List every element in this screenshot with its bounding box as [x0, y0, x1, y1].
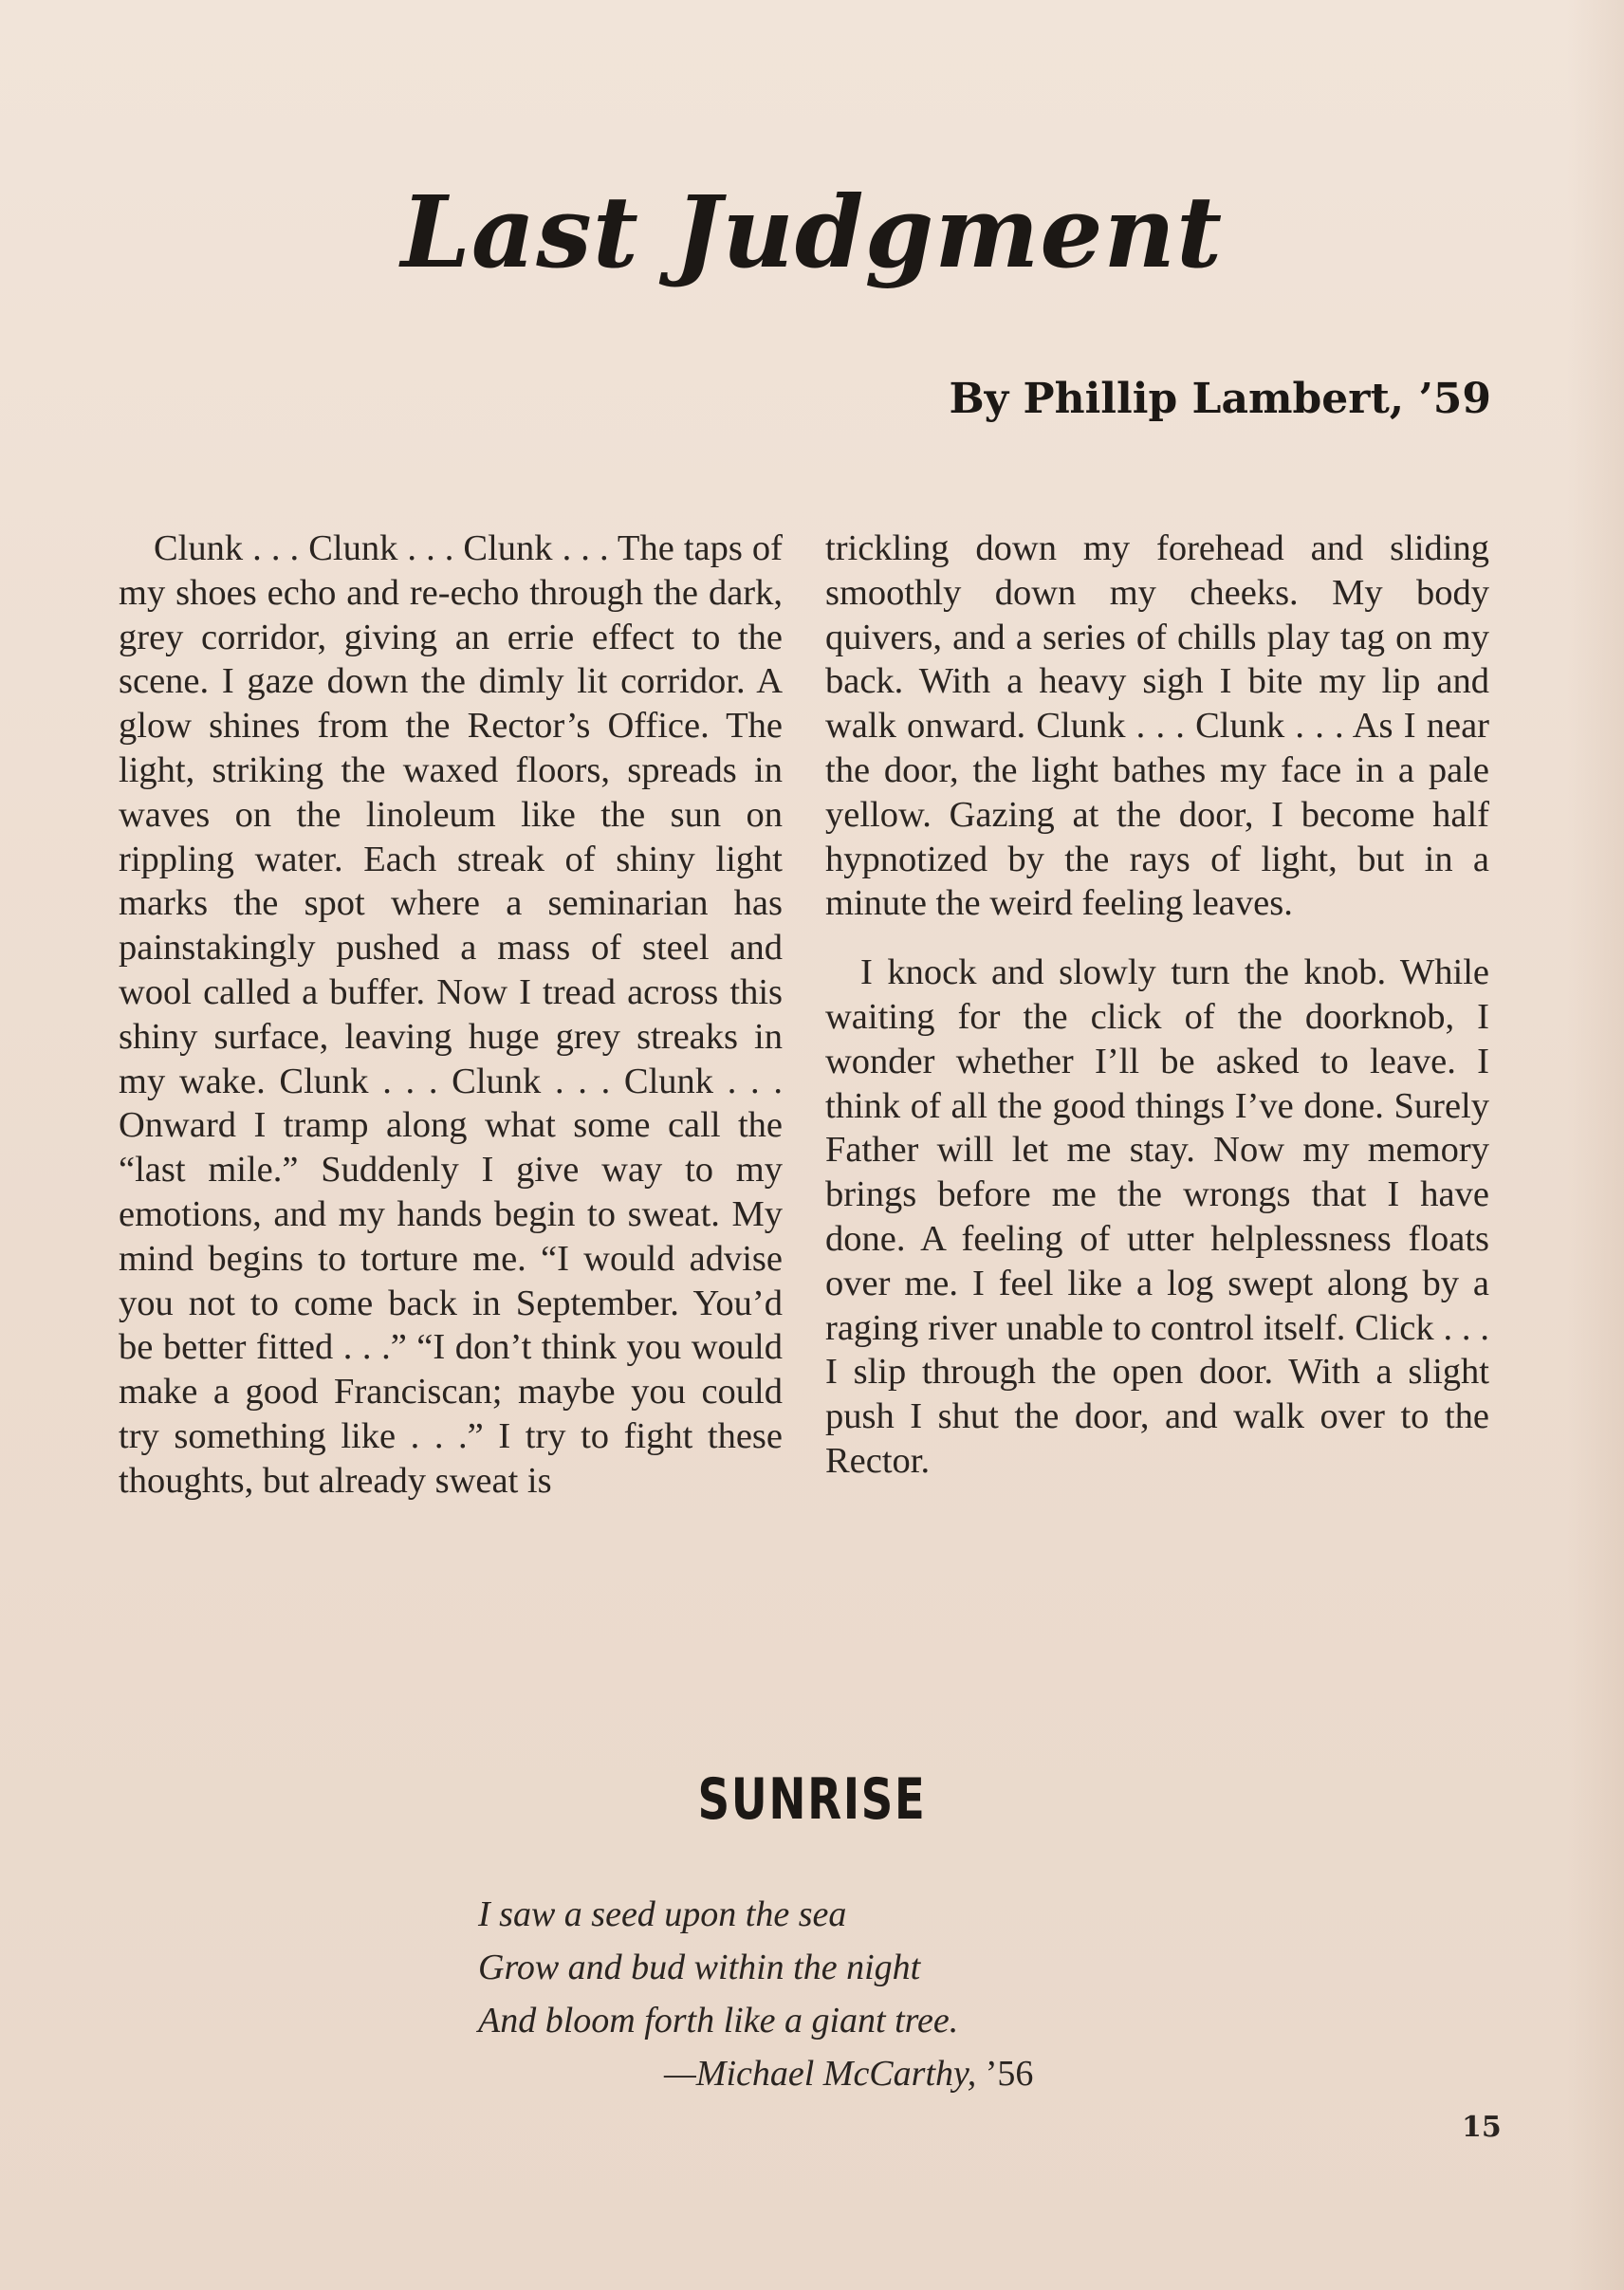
- article-left-column: [119, 526, 783, 1504]
- poem-line: Grow and bud within the night: [478, 1948, 921, 1987]
- page-number: 15: [1462, 2111, 1502, 2144]
- article-byline: By Phillip Lambert, ’59: [949, 375, 1491, 423]
- article-paragraph-1: Clunk . . . Clunk . . . Clunk . . . The taps of my shoes echo and re-echo through the dark, grey corridor, giving an errie effect to the scene. I gaze down the dimly lit corridor. A glow shines from the Rector’s Office. The light, striking the waxed floors, spreads in waves on the linoleum like the sun on rippling water. Each streak of shiny light marks the spot where a seminarian has painstakingly pushed a mass of steel and wool called a buffer. Now I tread across this shiny surface, leaving huge grey streaks in my wake. Clunk . . . Clunk . . . Clunk . . . Onward I tramp along what some call the “last mile.” Suddenly I give way to my emotions, and my hands begin to sweat. My mind begins to torture me. “I would advise you not to come back in September. You’d be better fitted . . .” “I don’t think you would make a good Franciscan; maybe you could try something like . . .” I try to fight these thoughts, but already sweat is: [119, 528, 783, 1501]
- article-title: Last Judgment: [400, 174, 1224, 290]
- poem-line: And bloom forth like a giant tree.: [478, 2001, 959, 2041]
- poem-title: SUNRISE: [697, 1766, 927, 1833]
- poem-class-year: ’56: [985, 2054, 1034, 2094]
- article-paragraph-2: I knock and slowly turn the knob. While waiting for the click of the doorknob, I wonder whether I’ll be asked to leave. I think of all the good things I’ve done. Surely Father will let me stay. Now my memory brings before me the wrongs that I have done. A feeling of utter helplessness floats over me. I feel like a log swept along by a raging river unable to control itself. Click . . . I slip through the open door. With a slight push I shut the door, and walk over to the Rector.: [825, 952, 1489, 1481]
- article-right-column: [825, 526, 1489, 1484]
- poem-author: —Michael McCarthy,: [664, 2054, 977, 2094]
- poem-attribution: [664, 2047, 1033, 2100]
- poem-line: I saw a seed upon the sea: [478, 1894, 847, 1934]
- article-paragraph-1-continued: trickling down my forehead and sliding smoothly down my cheeks. My body quivers, and a series of chills play tag on my back. With a heavy sigh I bite my lip and walk onward. Clunk . . . Clunk . . . As I near the door, the light bathes my face in a pale yellow. Gazing at the door, I become half hypnotized by the rays of light, but in a minute the weird feeling leaves.: [825, 528, 1489, 924]
- poem-body: [478, 1888, 958, 2047]
